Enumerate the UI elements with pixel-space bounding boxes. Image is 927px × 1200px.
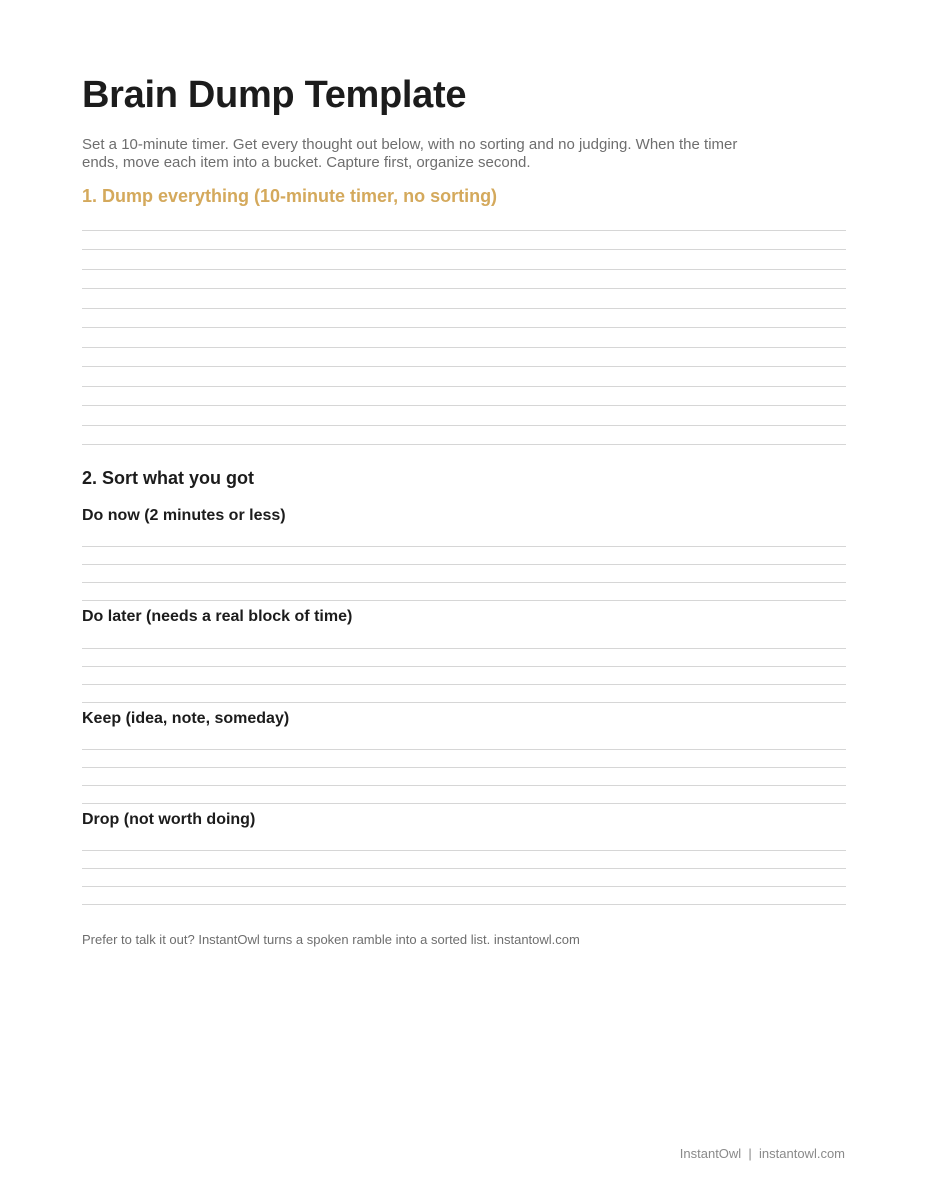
writing-line <box>82 564 846 565</box>
section1-heading: 1. Dump everything (10-minute timer, no sorting) <box>82 186 498 206</box>
writing-line <box>82 347 846 348</box>
writing-line <box>82 425 846 426</box>
writing-line <box>82 702 846 703</box>
writing-line <box>82 684 846 685</box>
intro-text: Set a 10-minute timer. Get every thought out below, with no sorting and no judging. When the timer ends, move each item into a bucket. Capture first, organize second. <box>82 136 738 171</box>
writing-line <box>82 666 846 667</box>
page-footer: InstantOwl | instantowl.com <box>679 1146 845 1161</box>
writing-line <box>82 803 846 804</box>
writing-line <box>82 785 846 786</box>
writing-line <box>82 230 846 231</box>
writing-line <box>82 582 846 583</box>
bucket-label-do-now: Do now (2 minutes or less) <box>82 507 286 524</box>
writing-line <box>82 850 846 851</box>
writing-line <box>82 767 846 768</box>
writing-line <box>82 749 846 750</box>
bucket-label-drop: Drop (not worth doing) <box>82 811 256 828</box>
section2-heading: 2. Sort what you got <box>82 468 255 488</box>
writing-line <box>82 327 846 328</box>
writing-line <box>82 546 846 547</box>
page-title: Brain Dump Template <box>82 74 467 116</box>
writing-line <box>82 886 846 887</box>
bucket-label-keep: Keep (idea, note, someday) <box>82 710 290 727</box>
writing-line <box>82 904 846 905</box>
writing-line <box>82 444 846 445</box>
bucket-label-do-later: Do later (needs a real block of time) <box>82 608 353 625</box>
writing-line <box>82 405 846 406</box>
writing-line <box>82 288 846 289</box>
writing-line <box>82 249 846 250</box>
writing-line <box>82 868 846 869</box>
writing-line <box>82 600 846 601</box>
promo-note: Prefer to talk it out? InstantOwl turns a spoken ramble into a sorted list. instantowl.com <box>82 932 580 947</box>
writing-line <box>82 648 846 649</box>
writing-line <box>82 308 846 309</box>
writing-line <box>82 366 846 367</box>
writing-line <box>82 386 846 387</box>
writing-line <box>82 269 846 270</box>
